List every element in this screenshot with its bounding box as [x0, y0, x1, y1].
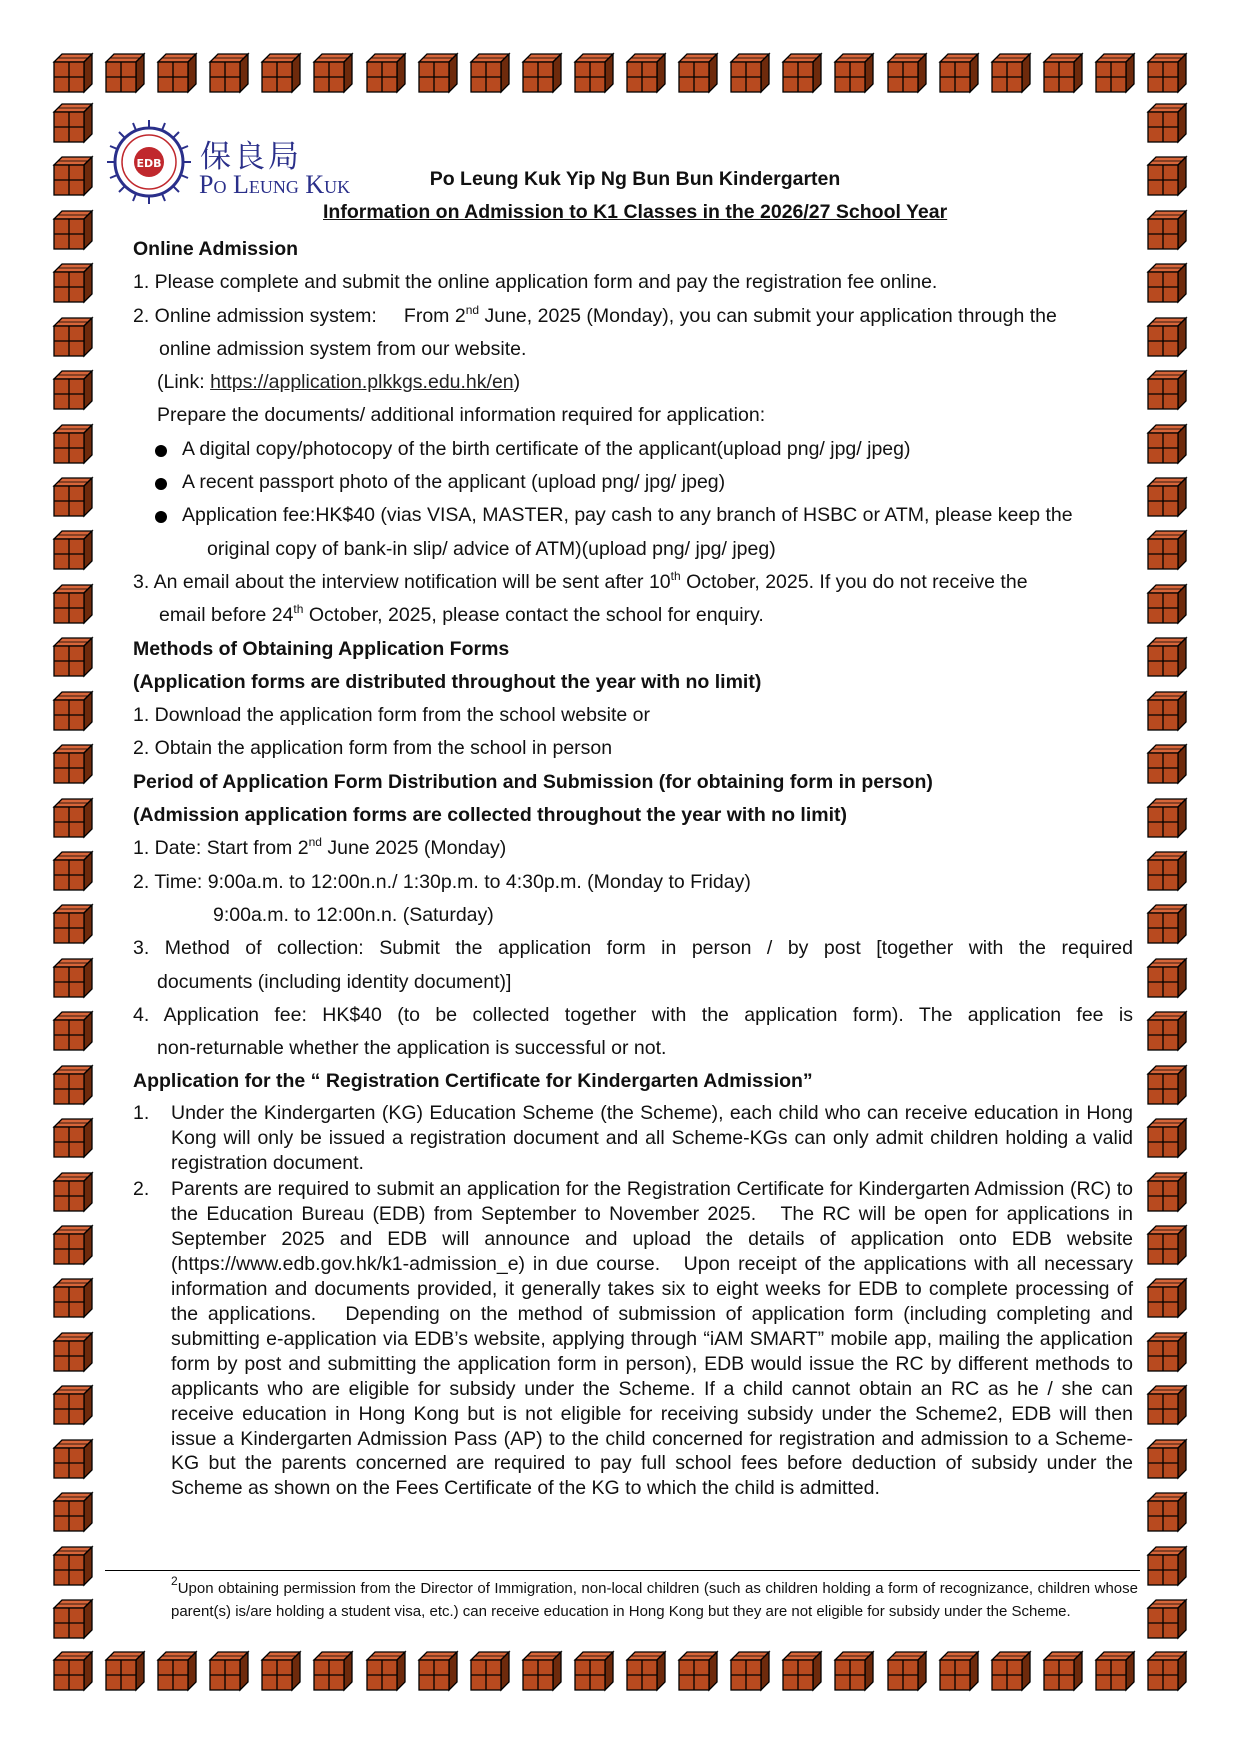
rc-item-text: Under the Kindergarten (KG) Education Scheme (the Scheme), each child who can receive education in Hong Kong will only be issued a registration document and all Scheme-KGs can only admit children holding a valid registration document. — [171, 1101, 1133, 1174]
bullet-item: A digital copy/photocopy of the birth certificate of the applicant(upload png/ jpg/ jpeg) — [133, 433, 1133, 466]
border-box-icon — [54, 54, 92, 92]
border-box-icon — [992, 54, 1030, 92]
border-box-icon — [1148, 1173, 1186, 1211]
footnote-text: Upon obtaining permission from the Director of Immigration, non-local children (such as children holding a form of recognizance, children whose parent(s) is/are holding a student visa, etc.) can receive education in Hong Kong but they are not eligible for subsidy under the Scheme. — [171, 1580, 1138, 1620]
school-name: Po Leung Kuk Yip Ng Bun Bun Kindergarten — [429, 168, 841, 190]
border-box-icon — [731, 54, 769, 92]
border-box-icon — [1148, 1333, 1186, 1371]
border-box-icon — [54, 799, 92, 837]
border-box-icon — [1148, 959, 1186, 997]
period-subheading: (Admission application forms are collected throughout the year with no limit) — [133, 804, 847, 827]
border-box-icon — [1044, 1652, 1082, 1690]
methods-subheading: (Application forms are distributed throughout the year with no limit) — [133, 670, 762, 693]
border-box-icon — [367, 1652, 405, 1690]
online-admission-item-2-continued: online admission system from our website. — [159, 337, 527, 360]
border-box-icon — [54, 531, 92, 569]
border-box-icon — [54, 318, 92, 356]
application-link-line: (Link: https://application.plkkgs.edu.hk/en) — [157, 371, 521, 394]
prepare-documents-text: Prepare the documents/ additional information required for application: — [157, 404, 766, 427]
border-box-icon — [575, 54, 613, 92]
rc-item-text: Parents are required to submit an application for the Registration Certificate for Kindergarten Admission (RC) to the Education Bureau (EDB) from September to November 2025. The RC will be open for applications in September 2025 and EDB will announce and upload the details of application onto EDB website (https://www.edb.gov.hk/k1-admission_e) in due course. Upon receipt of the applications with all necessary information and documents provided, it generally takes six to eight weeks for EDB to complete processing of the applications. Depending on the method of submission of application form (including completing and submitting e-application via EDB’s website, applying through “iAM SMART” mobile app, mailing the application form by post and submitting the application form in person), EDB would issue the RC by different methods to applicants who are eligible for subsidy under the Scheme. If a child cannot obtain an RC as he / she can receive education in Hong Kong but is not eligible for receiving subsidy under the Scheme2, EDB will then issue a Kindergarten Admission Pass (AP) to the child concerned for registration and admission to a Scheme-KG but the parents concerned are required to pay full school fees before deduction of subsidy under the Scheme as shown on the Fees Certificate of the KG to which the child is admitted. — [171, 1178, 1133, 1500]
border-box-icon — [54, 852, 92, 890]
border-box-icon — [627, 54, 665, 92]
border-box-icon — [523, 1652, 561, 1690]
border-box-icon — [1148, 585, 1186, 623]
border-box-icon — [419, 54, 457, 92]
border-box-icon — [1148, 318, 1186, 356]
border-box-icon — [54, 478, 92, 516]
border-box-icon — [54, 585, 92, 623]
border-box-icon — [783, 54, 821, 92]
border-box-icon — [940, 54, 978, 92]
footnote — [171, 1574, 1138, 1623]
border-box-icon — [888, 1652, 926, 1690]
border-box-icon — [835, 54, 873, 92]
border-box-icon — [54, 157, 92, 195]
border-box-icon — [679, 1652, 717, 1690]
border-box-icon — [314, 54, 352, 92]
period-date: 1. Date: Start from 2nd June 2025 (Monday) — [133, 835, 507, 860]
border-box-icon — [1096, 1652, 1134, 1690]
border-box-icon — [1044, 54, 1082, 92]
border-box-icon — [419, 1652, 457, 1690]
online-admission-item-3-continued: email before 24th October, 2025, please contact the school for enquiry. — [159, 602, 764, 627]
bullet-item: Application fee:HK$40 (vias VISA, MASTER, pay cash to any branch of HSBC or ATM, please keep the — [133, 499, 1133, 532]
online-admission-heading: Online Admission — [133, 238, 299, 260]
border-box-icon — [54, 1173, 92, 1211]
border-box-icon — [1148, 478, 1186, 516]
border-box-icon — [1148, 371, 1186, 409]
border-box-icon — [940, 1652, 978, 1690]
logo-chinese-name: 保良局 — [200, 139, 302, 175]
bullet-dot-icon — [155, 478, 167, 490]
border-box-icon — [54, 104, 92, 142]
border-box-icon — [210, 54, 248, 92]
document-title: Information on Admission to K1 Classes in the 2026/27 School Year — [323, 201, 948, 223]
emblem-text: EDB — [136, 157, 162, 170]
border-box-icon — [54, 1493, 92, 1531]
border-box-icon — [1148, 1440, 1186, 1478]
border-box-icon — [1148, 1279, 1186, 1317]
border-box-icon — [679, 54, 717, 92]
border-box-icon — [1148, 692, 1186, 730]
document-page — [105, 118, 1140, 1648]
border-box-icon — [106, 54, 144, 92]
bullet-item: A recent passport photo of the applicant (upload png/ jpg/ jpeg) — [133, 466, 1133, 499]
border-box-icon — [1148, 1012, 1186, 1050]
period-fee-continued: non-returnable whether the application is successful or not. — [157, 1037, 667, 1060]
footnote-divider — [105, 1570, 1140, 1571]
border-box-icon — [54, 959, 92, 997]
border-box-icon — [1148, 1066, 1186, 1104]
border-box-icon — [54, 1333, 92, 1371]
border-box-icon — [262, 1652, 300, 1690]
border-box-icon — [54, 905, 92, 943]
border-box-icon — [1148, 1600, 1186, 1638]
border-box-icon — [1148, 1547, 1186, 1585]
footnote-marker: 2 — [171, 1574, 178, 1588]
rc-heading: Application for the “ Registration Certificate for Kindergarten Admission” — [133, 1070, 813, 1093]
online-admission-item-1: 1. Please complete and submit the online application form and pay the registration fee online. — [133, 271, 938, 294]
border-box-icon — [54, 1279, 92, 1317]
border-box-icon — [992, 1652, 1030, 1690]
border-box-icon — [367, 54, 405, 92]
border-box-icon — [54, 1226, 92, 1264]
document-body — [133, 233, 1133, 1501]
school-emblem-icon — [105, 118, 193, 210]
border-box-icon — [1148, 425, 1186, 463]
methods-heading: Methods of Obtaining Application Forms — [133, 637, 510, 660]
border-box-icon — [54, 425, 92, 463]
border-box-icon — [731, 1652, 769, 1690]
online-admission-item-2: 2. Online admission system: From 2nd June, 2025 (Monday), you can submit your application through the — [133, 302, 1057, 327]
border-box-icon — [1148, 157, 1186, 195]
border-box-icon — [54, 1386, 92, 1424]
border-box-icon — [1148, 905, 1186, 943]
border-box-icon — [575, 1652, 613, 1690]
border-box-icon — [54, 1066, 92, 1104]
period-method-continued: documents (including identity document)] — [157, 970, 512, 993]
border-box-icon — [54, 211, 92, 249]
border-box-icon — [1148, 104, 1186, 142]
rc-item-1 — [133, 1101, 1133, 1176]
rc-item-number: 1. — [133, 1101, 150, 1124]
border-box-icon — [835, 1652, 873, 1690]
border-box-icon — [627, 1652, 665, 1690]
border-box-icon — [523, 54, 561, 92]
period-time-saturday: 9:00a.m. to 12:00n.n. (Saturday) — [213, 903, 494, 926]
border-box-icon — [888, 54, 926, 92]
border-box-icon — [1148, 638, 1186, 676]
border-box-icon — [262, 54, 300, 92]
border-box-icon — [1148, 852, 1186, 890]
border-box-icon — [1148, 1493, 1186, 1531]
border-box-icon — [314, 1652, 352, 1690]
border-box-icon — [54, 638, 92, 676]
border-box-icon — [54, 1547, 92, 1585]
bullet-dot-icon — [155, 445, 167, 457]
period-fee: 4. Application fee: HK$40 (to be collected together with the application form). The application fee is — [133, 1003, 1133, 1026]
border-box-icon — [54, 1600, 92, 1638]
border-box-icon — [1148, 799, 1186, 837]
border-box-icon — [54, 1119, 92, 1157]
border-box-icon — [1148, 1652, 1186, 1690]
border-box-icon — [158, 54, 196, 92]
logo-english-name: Po Leung Kuk — [199, 170, 351, 199]
border-box-icon — [1096, 54, 1134, 92]
methods-item-2: 2. Obtain the application form from the school in person — [133, 737, 613, 760]
border-box-icon — [54, 745, 92, 783]
border-box-icon — [210, 1652, 248, 1690]
border-box-icon — [471, 54, 509, 92]
border-box-icon — [54, 692, 92, 730]
border-box-icon — [1148, 211, 1186, 249]
border-box-icon — [1148, 1226, 1186, 1264]
border-box-icon — [1148, 745, 1186, 783]
rc-item-number: 2. — [133, 1178, 150, 1201]
rc-item-2 — [133, 1177, 1133, 1501]
border-box-icon — [1148, 1386, 1186, 1424]
border-box-icon — [1148, 1119, 1186, 1157]
border-box-icon — [54, 264, 92, 302]
period-heading: Period of Application Form Distribution and Submission (for obtaining form in person) — [133, 770, 933, 793]
border-box-icon — [471, 1652, 509, 1690]
border-box-icon — [54, 1652, 92, 1690]
border-box-icon — [106, 1652, 144, 1690]
border-box-icon — [783, 1652, 821, 1690]
methods-item-1: 1. Download the application form from the school website or — [133, 704, 651, 727]
border-box-icon — [1148, 264, 1186, 302]
border-box-icon — [158, 1652, 196, 1690]
border-box-icon — [1148, 54, 1186, 92]
border-box-icon — [54, 371, 92, 409]
border-box-icon — [1148, 531, 1186, 569]
border-box-icon — [54, 1440, 92, 1478]
period-time-weekdays: 2. Time: 9:00a.m. to 12:00n.n./ 1:30p.m. to 4:30p.m. (Monday to Friday) — [133, 870, 751, 893]
border-box-icon — [54, 1012, 92, 1050]
period-method: 3. Method of collection: Submit the application form in person / by post [together with the required — [133, 937, 1133, 960]
online-admission-item-3: 3. An email about the interview notification will be sent after 10th October, 2025. If you do not receive the — [133, 568, 1028, 593]
bullet-item-continued: original copy of bank-in slip/ advice of ATM)(upload png/ jpg/ jpeg) — [207, 537, 776, 560]
application-link[interactable]: https://application.plkkgs.edu.hk/en — [210, 371, 514, 394]
